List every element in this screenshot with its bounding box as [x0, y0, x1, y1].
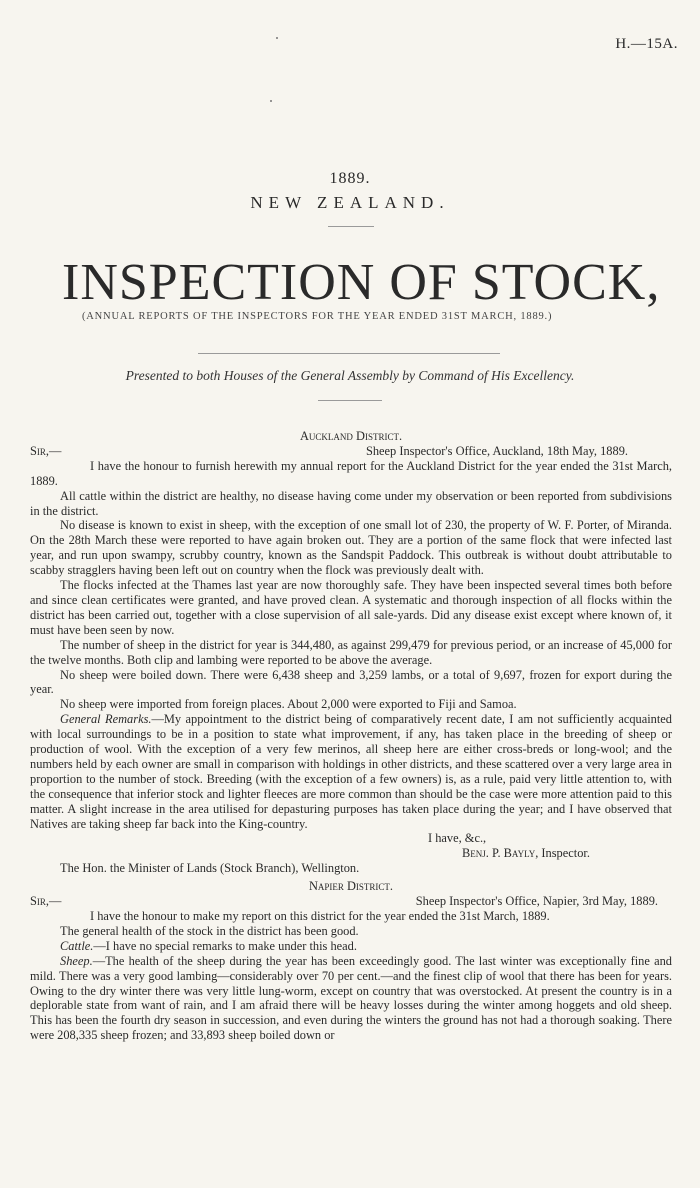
cattle-paragraph: [30, 939, 672, 954]
signature: [30, 846, 672, 861]
napier-dateline: Sheep Inspector's Office, Napier, 3rd May, 1889.: [415, 894, 658, 909]
speck: [276, 37, 278, 39]
country-heading: NEW ZEALAND.: [250, 193, 450, 212]
presentation-line: Presented to both Houses of the General Assembly by Command of His Excellency.: [125, 368, 575, 383]
addressee: The Hon. the Minister of Lands (Stock Branch), Wellington.: [60, 861, 360, 876]
general-remarks-paragraph: [30, 712, 672, 831]
signature-title: , Inspector.: [535, 846, 590, 861]
auckland-paragraph: All cattle within the district are healthy, no disease having come under my observation or been reported from subdivisions in the district.: [30, 488, 672, 518]
divider: [318, 400, 382, 401]
napier-dateline-row: [30, 894, 672, 909]
napier-heading: Napier District.: [308, 879, 394, 894]
napier-paragraph: The general health of the stock in the district has been good.: [60, 923, 359, 938]
auckland-paragraph: No sheep were boiled down. There were 6,438 sheep and 3,259 lambs, or a total of 9,697, frozen for export during the year.: [30, 667, 672, 697]
napier-paragraph: I have the honour to make my report on this district for the year ended the 31st March, 1889.: [90, 909, 550, 923]
closing: I have, &c.,: [428, 831, 487, 846]
cattle-text: —I have no special remarks to make under this head.: [93, 938, 357, 953]
sheep-label: Sheep.: [60, 953, 93, 968]
sheep-text: —The health of the sheep during the year has been exceedingly good. The last winter was exceptionally fine and mild. There was a very good lambing—considerably over 70 per cent.—and the finest clip of wool that there has been for years. Owing to the dry winter there was very little lung-worm, except on country that was overstocked. At present the country is in a deplorable state from want of rain, and I am afraid there will be heavy losses during the winter among hoggets and old sheep. This has been the fourth dry season in succession, and even during the winters the ground has not had a thorough soaking. There were 208,335 sheep frozen; and 33,893 sheep boiled down or: [30, 953, 672, 1043]
auckland-dateline-row: [30, 444, 672, 459]
auckland-heading: Auckland District.: [299, 429, 403, 443]
report-body: [30, 429, 672, 1043]
auckland-paragraph: I have the honour to furnish herewith my annual report for the Auckland District for the year ended the 31st March, 1889.: [30, 458, 672, 488]
auckland-paragraph: The flocks infected at the Thames last year are now thoroughly safe. They have been inspected several times both before and since clean certificates were granted, and have proved clean. A systematic and thorough inspection of all flocks within the district has been carried out, together with a close supervision of all sale-yards. Did any disease exist except where known of, it must have been seen by now.: [30, 578, 672, 637]
document-subtitle: (ANNUAL REPORTS OF THE INSPECTORS FOR THE YEAR ENDED 31ST MARCH, 1889.): [82, 311, 553, 322]
auckland-paragraph: No sheep were imported from foreign places. About 2,000 were exported to Fiji and Samoa.: [60, 697, 517, 712]
sheep-paragraph: [30, 954, 672, 1043]
auckland-paragraph: The number of sheep in the district for year is 344,480, as against 299,479 for previous period, or an increase of 45,000 for the twelve months. Both clip and lambing were reported to be above the average.: [30, 637, 672, 667]
auckland-dateline: Sheep Inspector's Office, Auckland, 18th May, 1889.: [365, 443, 628, 458]
auckland-salutation: Sir,—: [30, 443, 62, 458]
speck: [270, 100, 272, 102]
signature-name: Benj. P. Bayly: [462, 846, 536, 861]
cattle-label: Cattle.: [60, 938, 94, 953]
auckland-paragraph: No disease is known to exist in sheep, with the exception of one small lot of 230, the property of W. F. Porter, of Miranda. On the 28th March these were reported to have again broken out. They are a portion of the same flock that were infected last year, and run upon swampy, scrubby country, known as the Sandspit Paddock. This outbreak is without doubt attributable to scabby stragglers having been left out on country when the flock was previously dealt with.: [30, 518, 672, 578]
paper-reference: H.—15A.: [615, 36, 678, 52]
divider: [198, 353, 500, 354]
general-remarks-label: General Remarks.: [60, 712, 152, 727]
divider: [328, 226, 374, 227]
general-remarks-text: —My appointment to the district being of comparatively recent date, I am not sufficiently acquainted with local surroundings to be in a position to state what improvement, if any, has taken place in the breeding of sheep or production of wool. With the exception of a very few merinos, all sheep here are either cross-breds or long-wool; and the numbers held by each owner are small in comparison with holdings in other districts, and these scattered over a very large area in proportion to the number of stock. Breeding (with the exception of a few owners) is, as a rule, paid very little attention to, with the consequence that inferior stock and lighter fleeces are more common than should be the case were more attention paid to this matter. A slight increase in the area utilised for depasturing purposes has taken place during the year; and I have observed that Natives are taking sheep far back into the King-country.: [30, 712, 672, 831]
napier-salutation: Sir,—: [30, 894, 62, 909]
document-title: INSPECTION OF STOCK,: [62, 254, 661, 311]
report-year: 1889.: [329, 170, 371, 187]
